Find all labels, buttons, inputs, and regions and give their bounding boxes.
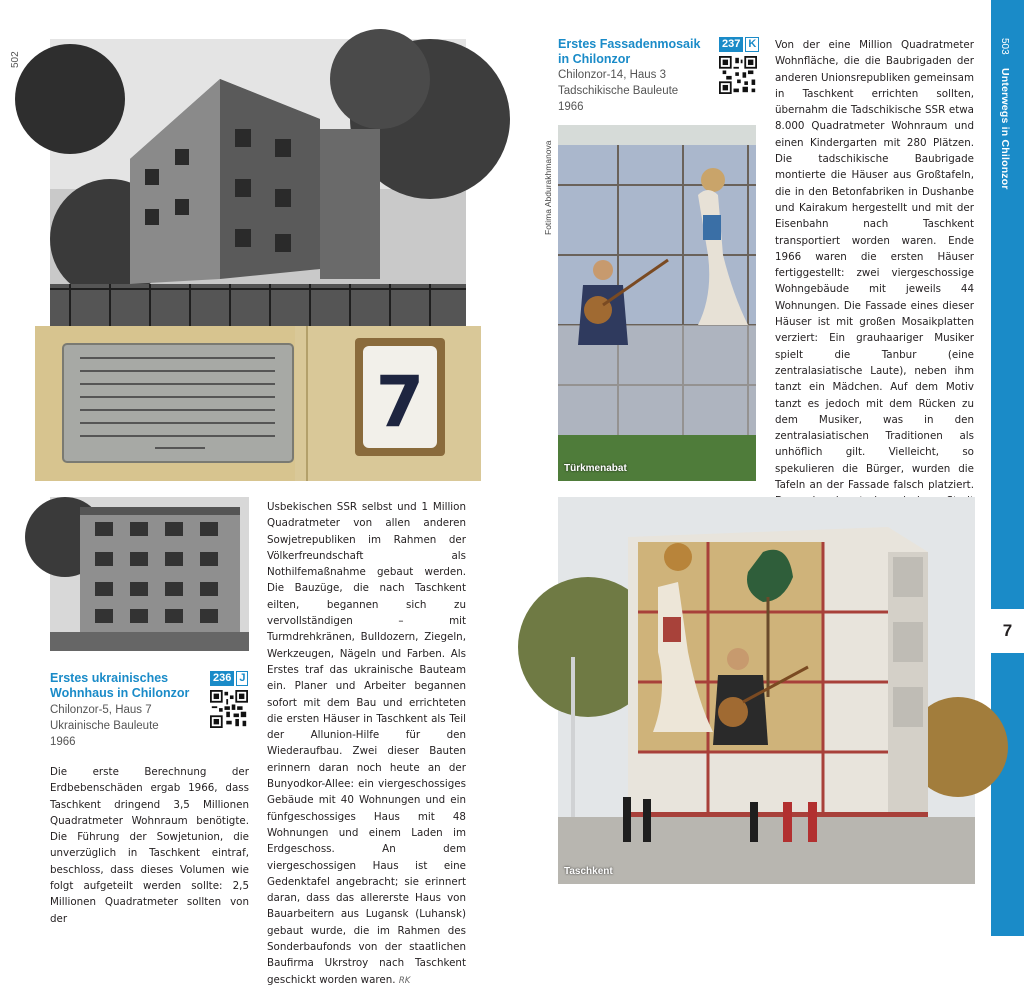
entry-title-line: in Chilonzor [558, 52, 631, 66]
body-paragraph: Die erste Berechnung der Erdbebenschäden ergab 1966, dass Taschkent dringend 3,5 Millionen Quadratmeter Wohnraum benötigte. Die Führung der Sowjetunion, die unverzüglich in Taschkent eintraf, beschloss, dass dieses Volumen wie folgt aufgeteilt werden sollte: 2,5 Millionen Quadratmeter sollten von der [50, 766, 249, 925]
mosaic-photo-taschkent [558, 497, 975, 884]
photo-caption: Taschkent [564, 866, 613, 877]
entry-number: 237 [719, 37, 743, 52]
plaque-photo [35, 326, 481, 481]
entry-architect: Tadschikische Bauleute [558, 85, 679, 97]
qr-code-icon[interactable] [210, 690, 248, 728]
body-paragraph: Usbekischen SSR selbst und 1 Million Quadratmeter von allen anderen Sowjetrepubliken im Rahmen der Völkerfreundschaft als Nothilfemaßnahme gebaut werden. Die Bauzüge, die nach Taschkent eilten, begannen sich zu vervollständigen – mit Turmdrehkränen, Bulldozern, Ziegeln, Werkzeugen, Nägeln und Farben. Als Erstes traf das ukrainische Bauteam ein. Planer und Arbeiter begannen sofort mit dem Bau und errichteten die ersten Häuser in Taschkent als Teil der Allunion-Hilfe für den Wiederaufbau. Zwei dieser Bauten erinnern daran noch heute an der Bunyodkor-Allee: ein viergeschossiges Gebäude mit 40 Wohnungen und ein fünfgeschossiges Haus mit 48 Wohnungen und einem Laden im Erdgeschoss. An dem viergeschossigen Haus ist eine Gedenktafel angebracht; sie erinnert daran, dass das allererste Haus von Bauarbeitern aus Lugansk (Luhansk) gebaut wurde, die im Rahmen des Sonderbaufonds von der staatlichen Baufirma Ukrstroy nach Taschkent geschickt worden waren. [267, 501, 466, 986]
author-signature: RK [398, 975, 411, 986]
text-column-1 [50, 764, 249, 927]
photo-credit: Fotima Abdurakhmanova [543, 140, 553, 235]
entry-meta-237 [558, 67, 718, 115]
building-photo [50, 39, 466, 326]
entry-title-line: Wohnhaus in Chilonzor [50, 686, 190, 700]
entry-title-line: Erstes Fassadenmosaik [558, 37, 701, 51]
entry-badge-237[interactable] [719, 37, 759, 52]
map-category: J [236, 671, 248, 686]
mosaic-photo-turkmenabat [558, 125, 756, 481]
body-paragraph: Von der eine Million Quadratmeter Wohnfläche, die die Baubrigaden der anderen Unionsrepubliken gemeinsam in Taschkent errichten sollten, übernahm die Tadschikische SSR etwa 8.000 Quadratmeter Wohnraum und einen Kindergarten mit 280 Plätzen. Die tadschikische Baubrigade montierte die Häuser aus Großtafeln, die in den Betonfabriken in Dushanbe und Kairakum hergestellt und mit der Eisenbahn nach Taschkent transportiert worden waren. Ende 1966 waren die ersten Häuser fertiggestellt: zwei viergeschossige Wohngebäude mit jeweils 44 Wohnungen. Die Fassade eines dieser Häuser ist mit großen Mosaikplatten verziert: Ein grauhaariger Musiker spielt die Tanbur (eine zentralasiatische Laute), neben ihm tanzt ein Mädchen. Auf dem Motiv tanzt es jedoch mit dem Rücken zu dem Musiker, was in den zentralasiatischen Traditionen als unhöflich gilt. Vielleicht, so spekulieren die Bürger, wurden die Tafeln an der Fassade falsch platziert. [775, 39, 974, 492]
section-title: Unterwegs in Chilonzor [999, 68, 1011, 190]
right-page-number: 503 [999, 38, 1010, 55]
entry-title-line: Erstes ukrainisches [50, 671, 169, 685]
entry-year: 1966 [558, 101, 584, 113]
text-column-2 [267, 499, 466, 989]
svg-text:7: 7 [375, 361, 425, 443]
entry-title-237 [558, 37, 718, 67]
chapter-tab[interactable]: 7 [991, 607, 1024, 655]
entry-address: Chilonzor-5, Haus 7 [50, 704, 152, 716]
entry-architect: Ukrainische Bauleute [50, 720, 159, 732]
photo-caption: Türkmenabat [564, 463, 627, 474]
entry-meta-236 [50, 702, 210, 750]
entry-badge-236[interactable] [210, 671, 248, 686]
qr-code-icon[interactable] [719, 56, 757, 94]
building-photo-small [50, 497, 249, 651]
entry-year: 1966 [50, 736, 76, 748]
left-page-number: 502 [10, 51, 21, 68]
map-category: K [745, 37, 759, 52]
entry-number: 236 [210, 671, 234, 686]
entry-title-236 [50, 671, 210, 701]
chapter-sidebar [991, 0, 1024, 936]
entry-address: Chilonzor-14, Haus 3 [558, 69, 667, 81]
